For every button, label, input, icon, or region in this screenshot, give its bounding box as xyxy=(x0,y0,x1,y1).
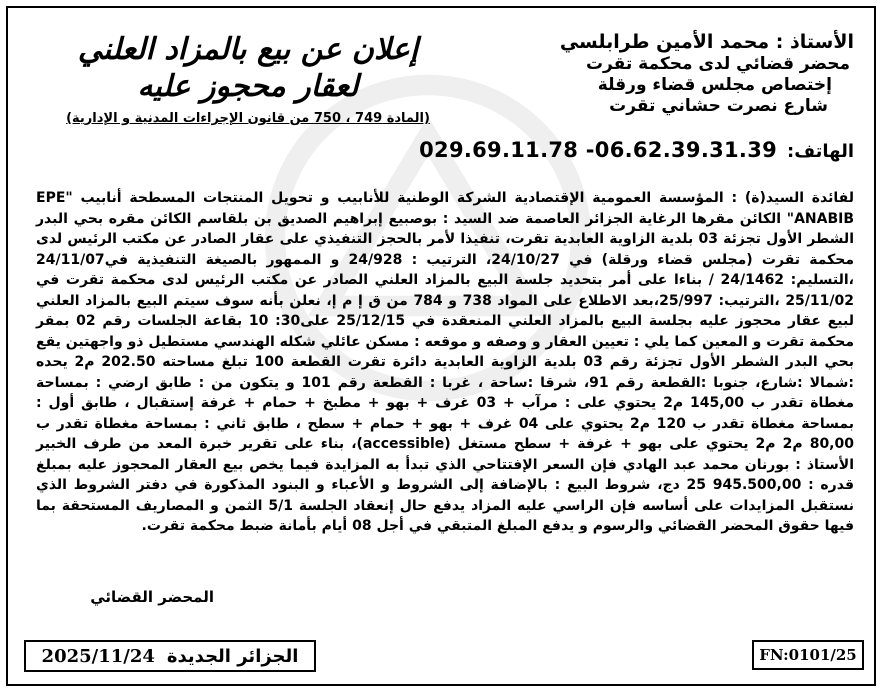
phone-numbers: 029.69.11.78 -06.62.39.31.39 xyxy=(419,138,778,162)
title-line-2: لعقار محجوز عليه xyxy=(137,69,359,104)
bailiff-jurisdiction: إختصاص مجلس قضاء ورقلة xyxy=(597,75,832,95)
phone-line xyxy=(419,138,854,162)
fn-reference: FN:0101/25 xyxy=(759,646,857,664)
body-paragraph: لفائدة السيد(ة) : المؤسسة العمومية الإقتصادية الشركة الوطنية للأنابيب و تحويل المنتجات المسطحة أنابيب "EPE ANABIB" الكائن مقرها الرغاية الجزائر العاصمة ضد السيد : بوصبيع إبراهيم الصديق بن بلقاسم الكائن مقره بحي البدر الشطر الأول تجزئة 03 بلدية الزاوية العابدية تقرت، تنفيذا لأمر بالحجز التنفيذي على عقار الصادر عن مكتب الرئيس لدى محكمة تقرت (مجلس قضاء ورقلة) في 24/10/27، الترتيب : 24/928 و الممهور بالصيغة التنفيذية في24/11/07 ،التسليم: 24/1462 / بناءا على أمر بتحديد جلسة البيع بالمزاد العلني الصادر عن مكتب الرئيس لدى محكمة تقرت في 25/11/02 ،الترتيب: 25/997،بعد الاطلاع على المواد 738 و 784 من ق إ م إ، نعلن بأنه سوف سيتم البيع بالمزاد العلني لبيع عقار محجوز عليه بجلسة البيع بالمزاد العلني المنعقدة في 25/12/15 على30: 10 بقاعة الجلسات رقم 02 بمقر محكمة تقرت و المعين كما يلي : تعيين العقار و وصفه و موقعه : مسكن عائلي شكله الهندسي مستطيل ذو واجهتين يقع بحي البدر الشطر الأول تجزئة رقم 03 بلدية الزاوية العابدية دائرة تقرت القطعة 100 تبلغ مساحته 202.50 م2 يحده :شمالا :شارع، جنوبا :القطعة رقم 91، شرقا :ساحة ، غربا : القطعة رقم 101 و يتكون من : طابق ارضي : بمساحة مغطاة تقدر ب 145,00 م2 يحتوي على : مرآب + 03 غرف + بهو + مطبخ + حمام + غرفة إستقبال ، طابق أول : بمساحة مغطاة تقدر ب 120 م2 يحتوي على 04 غرف + بهو + حمام + سطح ، طابق ثاني : بمساحة مغطاة تقدر ب 80,00 م2 م2 يحتوي على بهو + غرفة + سطح مستغل (accessible)، بناء على تقرير خبرة المعد من طرف الخبير الأستاذ : بورنان محمد عبد الهادي فإن السعر الإفتتاحي الذي تبدأ به المزايدة فيما يخص بيع العقار المحجوز عليه بمبلغ قدره : 945.500,00 25 دج، شروط البيع : بالإضافة إلى الشروط و الأعباء و البنود المذكورة في دفتر الشروط الذي نستقبل المزايدات على أساسه فإن الراسي عليه المزاد يدفع حال إنعقاد الجلسة 5/1 الثمن و المصاريف المستحقة بما فيها حقوق المحضر القضائي والرسوم و يدفع المبلغ المتبقي في أجل 08 أيام بأمانة ضبط محكمة تقرت. xyxy=(36,190,855,534)
announcement-title xyxy=(48,32,448,128)
announcement-body xyxy=(36,188,854,537)
announcement-frame xyxy=(6,6,876,686)
phone-label: الهاتف: xyxy=(787,141,854,162)
title-line-1: إعلان عن بيع بالمزاد العلني xyxy=(77,32,419,67)
fn-reference-box xyxy=(752,640,864,670)
legal-reference: (المادة 749 ، 750 من قانون الإجراءات المدنية و الإدارية) xyxy=(66,111,430,126)
publication-date: 2025/11/24 xyxy=(41,645,155,667)
bailiff-info xyxy=(514,30,854,117)
newspaper-name: الجزائر الجديدة xyxy=(166,645,299,667)
bailiff-name: الأستاذ : محمد الأمين طرابلسي xyxy=(559,31,854,53)
bailiff-role: محضر قضائي لدى محكمة تقرت xyxy=(585,54,850,74)
newspaper-box xyxy=(24,640,316,672)
signature: المحضر القضائي xyxy=(90,588,214,606)
bailiff-address: شارع نصرت حشاني تقرت xyxy=(609,96,828,116)
